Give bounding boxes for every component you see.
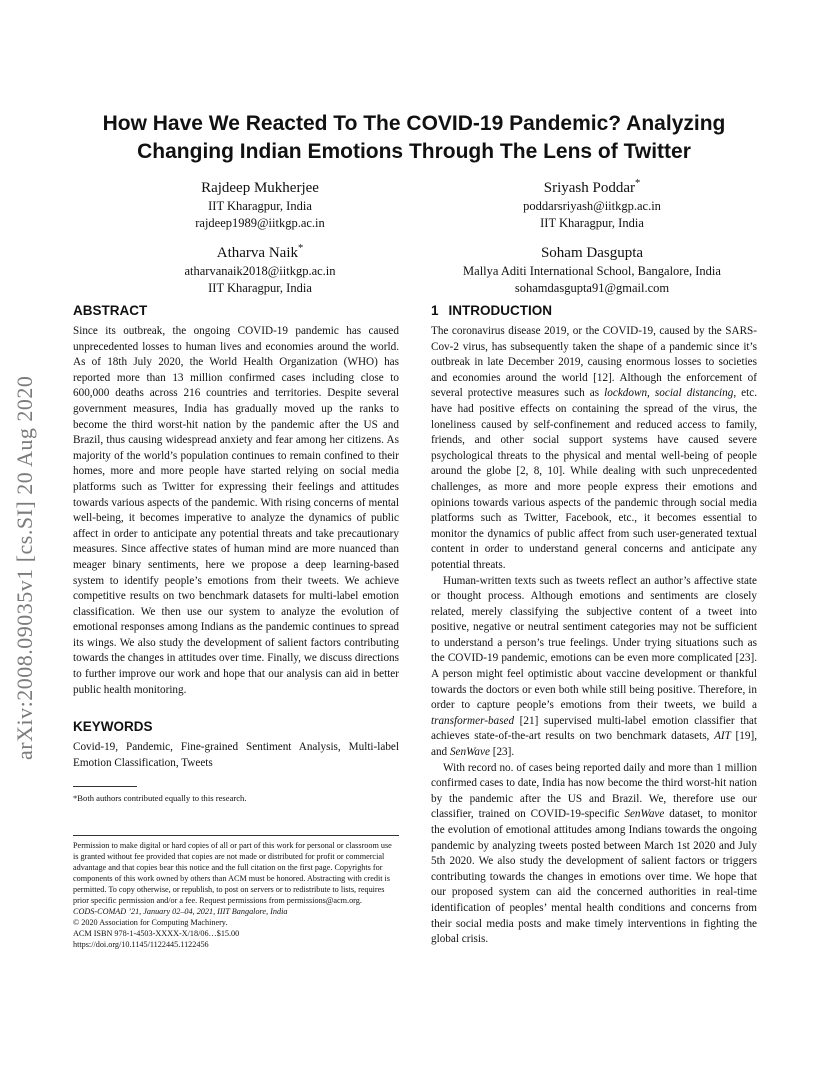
conference-info: CODS-COMAD ’21, January 02–04, 2021, IIIT Bangalore, India bbox=[73, 907, 288, 916]
introduction-heading bbox=[431, 302, 757, 320]
author-block bbox=[100, 243, 420, 297]
author-affiliation: IIT Kharagpur, India bbox=[208, 281, 312, 295]
author-email: poddarsriyash@iitkgp.ac.in bbox=[523, 199, 661, 213]
intro-paragraph-3: With record no. of cases being reported daily and more than 1 million confirmed cases to date, India has now become the third worst-hit nation by the pandemic after the US and Brazil. We, therefore use our classifier, trained on COVID-19-specific SenWave dataset, to monitor the evolution of emotional attitudes among Indians towards the ongoing pandemic by analyzing tweets posted between March 1st 2020 and July 5th 2020. We also study the development of salient factors or triggers contributing towards the changes in emotions over time. We hope that our proposed system can aid the concerned authorities in real-time identification of peoples’ mental health conditions and concerns from their social media posts and make timely interventions in fighting the global crisis. bbox=[431, 761, 757, 946]
author-affiliation: IIT Kharagpur, India bbox=[208, 199, 312, 213]
author-email: rajdeep1989@iitkgp.ac.in bbox=[195, 216, 325, 230]
permission-divider bbox=[73, 835, 399, 836]
left-column bbox=[73, 302, 399, 771]
arxiv-watermark: arXiv:2008.09035v1 [cs.SI] 20 Aug 2020 bbox=[12, 375, 37, 760]
author-affiliation: Mallya Aditi International School, Bangalore, India bbox=[463, 264, 721, 278]
isbn: ACM ISBN 978-1-4503-XXXX-X/18/06…$15.00 bbox=[73, 929, 240, 938]
doi-link[interactable]: https://doi.org/10.1145/1122445.1122456 bbox=[73, 940, 209, 949]
author-affiliation: IIT Kharagpur, India bbox=[540, 216, 644, 230]
footnote: *Both authors contributed equally to this research. bbox=[73, 793, 247, 803]
author-block bbox=[432, 178, 752, 232]
copyright-notice: © 2020 Association for Computing Machinery. bbox=[73, 918, 228, 927]
author-email: atharvanaik2018@iitkgp.ac.in bbox=[184, 264, 336, 278]
intro-paragraph-2: Human-written texts such as tweets reflect an author’s affective state or thought process. Although emotions and sentiments are closely related, merely classifying the subjective content of a tweet into positive, negative or neutral sentiment categories may not be sufficient to understand a person’s true feelings. Under trying situations such as the COVID-19 pandemic, emotions can be even more complicated [23]. A person might feel optimistic about vaccine development or thankful towards the doctors or even both while still being positive. Therefore, in order to capture people’s emotions from their tweets, we build a transformer-based [21] supervised multi-label emotion classifier that achieves state-of-the-art results on two benchmark datasets, AIT [19], and SenWave [23]. bbox=[431, 574, 757, 759]
title-line-2: Changing Indian Emotions Through The Lens of Twitter bbox=[137, 140, 691, 163]
author-name: Sriyash Poddar* bbox=[543, 178, 641, 196]
abstract-text: Since its outbreak, the ongoing COVID-19 pandemic has caused unprecedented losses to human lives and economies around the world. As of 18th July 2020, the World Health Organization (WHO) has reported more than 13 million confirmed cases including close to 600,000 deaths across 216 countries and territories. Despite several government measures, India has gradually moved up the ranks to become the third worst-hit nation by the pandemic after the US and Brazil, thus causing widespread anxiety and fear among her citizens. As majority of the world’s population continues to remain confined to their homes, more and more people have started relying on social media platforms such as Twitter for expressing their feelings and attitudes towards various aspects of the pandemic. With rising concerns of mental well-being, it becomes imperative to analyze the dynamics of public affect in order to anticipate any potential threats and take precautionary measures. Since affective states of human mind are more nuanced than meager binary sentiments, here we propose a deep learning-based system to identify people’s emotions from their tweets. We achieve competitive results on two benchmark datasets for multi-label emotion classification. We then use our system to analyze the evolution of emotional responses among Indians as the pandemic continues to spread its wings. We also study the development of salient factors contributing towards the changes in attitudes over time. Finally, we discuss directions to further improve our work and hope that our analysis can aid in better public health monitoring. bbox=[73, 325, 399, 696]
section-title: INTRODUCTION bbox=[448, 303, 553, 318]
keywords-text: Covid-19, Pandemic, Fine-grained Sentiment Analysis, Multi-label Emotion Classification, Tweets bbox=[73, 741, 399, 769]
author-name: Soham Dasgupta bbox=[540, 245, 644, 261]
title-line-1: How Have We Reacted To The COVID-19 Pandemic? Analyzing bbox=[102, 112, 726, 135]
author-block bbox=[100, 178, 420, 232]
author-email: sohamdasgupta91@gmail.com bbox=[514, 281, 670, 295]
footnote-divider bbox=[73, 786, 137, 787]
intro-paragraph-1: The coronavirus disease 2019, or the COVID-19, caused by the SARS-Cov-2 virus, has subsequently taken the shape of a pandemic since it’s outbreak in late December 2019, causing enormous losses to societies and economies around the world [12]. Although the enforcement of several protective measures such as lockdown, social distancing, etc. have had positive effects on containing the spread of the virus, the loneliness caused by self-confinement and reduced access to family, friends, and other social support systems have caused severe psychological threats to the physical and mental well-being of people around the globe [2, 8, 10]. While dealing with such unprecedented challenges, as more and more people express their emotions and opinions towards various aspects of the pandemic through social media platforms such as Twitter, Facebook, etc., it becomes essential to monitor the dynamics of public affect from such user-generated textual content in order to understand general concerns and anticipate any potential threats. bbox=[431, 325, 758, 571]
paper-title bbox=[40, 110, 788, 166]
permission-block bbox=[73, 840, 399, 950]
author-name: Rajdeep Mukherjee bbox=[201, 180, 319, 196]
author-block bbox=[392, 243, 792, 297]
abstract-heading: ABSTRACT bbox=[73, 303, 148, 318]
author-name: Atharva Naik* bbox=[216, 243, 304, 261]
permission-text: Permission to make digital or hard copies of all or part of this work for personal or classroom use is granted without fee provided that copies are not made or distributed for profit or commercial advantage and that copies bear this notice and the full citation on the first page. Copyrights for components of this work owned by others than ACM must be honored. Abstracting with credit is permitted. To copy otherwise, or republish, to post on servers or to redistribute to lists, requires prior specific permission and/or a fee. Request permissions from permissions@acm.org. bbox=[73, 841, 392, 905]
section-number: 1 bbox=[431, 303, 439, 318]
right-column bbox=[431, 302, 757, 948]
keywords-heading: KEYWORDS bbox=[73, 719, 153, 735]
